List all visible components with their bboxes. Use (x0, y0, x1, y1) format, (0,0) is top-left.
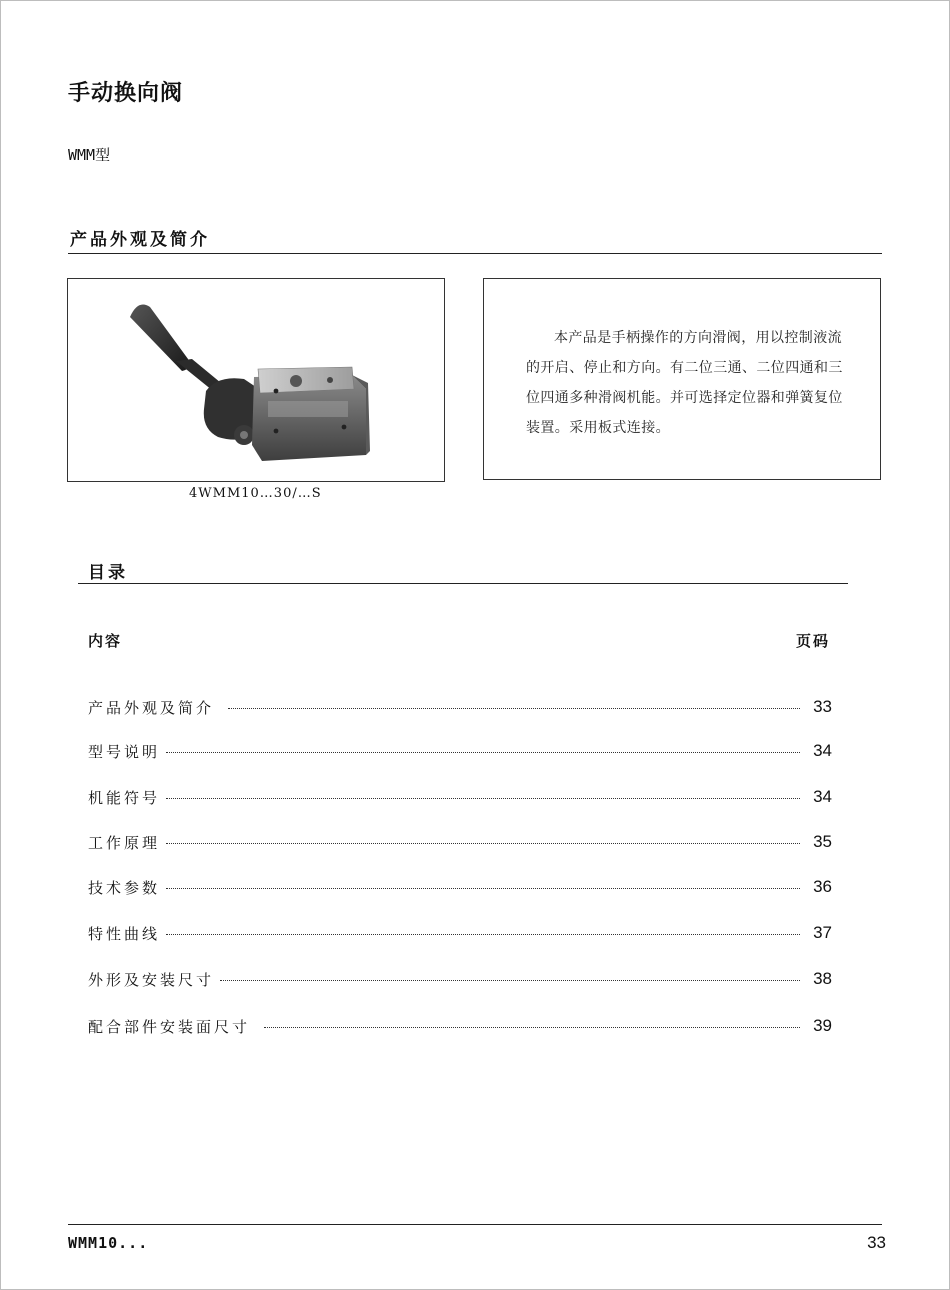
toc-item-page: 36 (813, 877, 832, 896)
overview-heading: 产品外观及简介 (70, 230, 210, 250)
toc-item-label: 型号说明 (88, 742, 161, 761)
toc-item[interactable] (88, 967, 832, 991)
model-type: WMM型 (68, 146, 111, 164)
toc-leader-dots (166, 798, 800, 799)
toc-rule (78, 583, 848, 584)
toc-item-page: 37 (813, 923, 832, 942)
toc-heading: 目录 (88, 563, 128, 583)
toc-item-page: 34 (813, 741, 832, 760)
footer-rule (68, 1224, 882, 1225)
photo-caption: 4WMM10…30/…S (189, 486, 322, 501)
toc-item-page: 33 (813, 697, 832, 716)
page-title: 手动换向阀 (68, 81, 184, 106)
toc-item-label: 技术参数 (88, 878, 161, 897)
toc-item-label: 配合部件安装面尺寸 (88, 1017, 251, 1036)
toc-item-page: 39 (813, 1016, 832, 1035)
toc-leader-dots (166, 752, 800, 753)
toc-col-content: 内容 (88, 632, 123, 650)
footer-series: WMM10... (68, 1234, 149, 1252)
valve-illustration (68, 279, 444, 481)
product-photo (67, 278, 445, 482)
toc-item[interactable] (88, 695, 832, 719)
toc-item[interactable] (88, 875, 832, 899)
toc-item-page: 35 (813, 832, 832, 851)
intro-box (483, 278, 881, 480)
intro-text: 本产品是手柄操作的方向滑阀，用以控制液流的开启、停止和方向。有二位三通、二位四通和三位四通多种滑阀机能。并可选择定位器和弹簧复位装置。采用板式连接。 (526, 330, 843, 436)
toc-item[interactable] (88, 830, 832, 854)
toc-item[interactable] (88, 1014, 832, 1038)
overview-rule (68, 253, 882, 254)
toc-item-page: 34 (813, 787, 832, 806)
toc-leader-dots (264, 1027, 800, 1028)
toc-item[interactable] (88, 921, 832, 945)
toc-leader-dots (166, 888, 800, 889)
toc-item[interactable] (88, 739, 832, 763)
toc-item-label: 外形及安装尺寸 (88, 970, 215, 989)
toc-item-label: 特性曲线 (88, 924, 161, 943)
toc-leader-dots (220, 980, 800, 981)
footer-page-number: 33 (867, 1233, 886, 1252)
toc-leader-dots (166, 843, 800, 844)
toc-item-label: 产品外观及简介 (88, 698, 215, 717)
toc-col-page: 页码 (796, 632, 831, 650)
toc-leader-dots (228, 708, 800, 709)
toc-item-label: 机能符号 (88, 788, 161, 807)
toc-leader-dots (166, 934, 800, 935)
toc-item-label: 工作原理 (88, 833, 161, 852)
toc-item[interactable] (88, 785, 832, 809)
toc-item-page: 38 (813, 969, 832, 988)
